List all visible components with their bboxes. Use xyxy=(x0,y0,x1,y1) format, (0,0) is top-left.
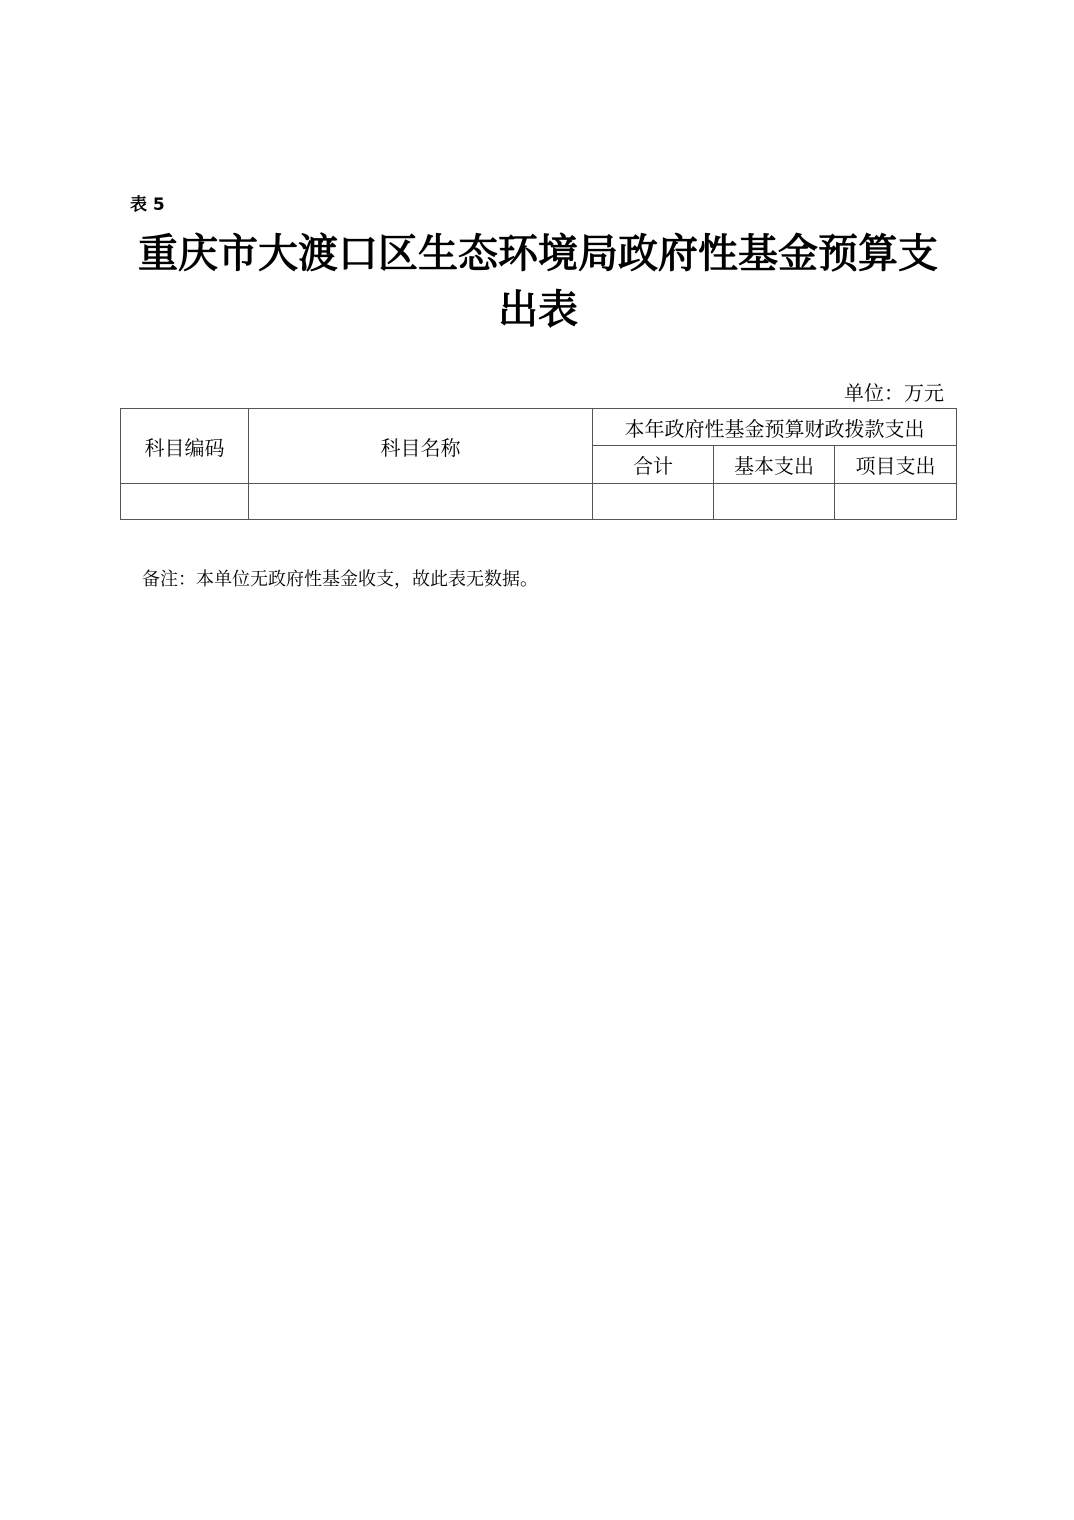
header-subject-code: 科目编码 xyxy=(121,409,249,484)
header-total: 合计 xyxy=(593,446,714,484)
remark-note: 备注：本单位无政府性基金收支，故此表无数据。 xyxy=(142,569,538,590)
cell-basic xyxy=(714,484,835,520)
header-basic-expenditure: 基本支出 xyxy=(714,446,835,484)
budget-table xyxy=(120,408,957,520)
title-line-1: 重庆市大渡口区生态环境局政府性基金预算支 xyxy=(138,231,938,277)
cell-project xyxy=(835,484,957,520)
table-row xyxy=(121,484,957,520)
unit-label: 单位：万元 xyxy=(844,381,944,405)
table-header-row xyxy=(121,409,957,446)
page-title xyxy=(120,226,956,338)
header-project-expenditure: 项目支出 xyxy=(835,446,957,484)
table-number: 表 5 xyxy=(130,195,165,215)
cell-total xyxy=(593,484,714,520)
title-line-2: 出表 xyxy=(498,287,578,333)
header-subject-name: 科目名称 xyxy=(249,409,593,484)
cell-code xyxy=(121,484,249,520)
header-fund-expenditure: 本年政府性基金预算财政拨款支出 xyxy=(593,409,957,446)
cell-name xyxy=(249,484,593,520)
